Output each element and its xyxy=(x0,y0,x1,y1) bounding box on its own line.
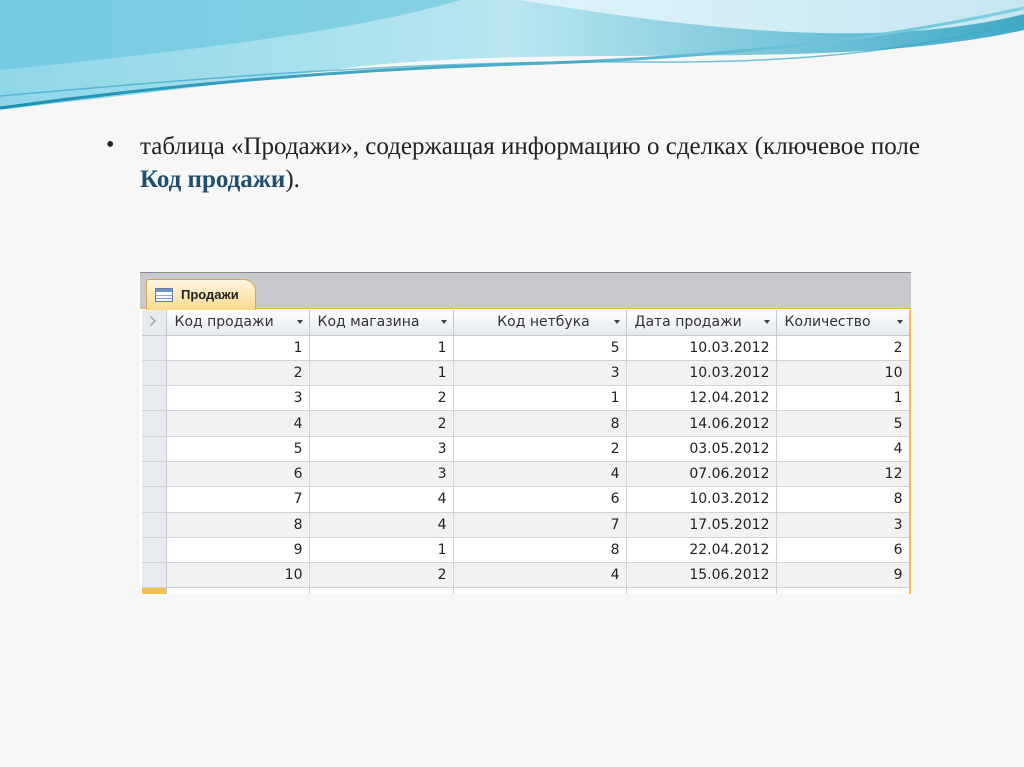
row-selector[interactable] xyxy=(142,461,166,486)
row-selector[interactable] xyxy=(142,563,166,588)
new-record-cell[interactable] xyxy=(453,588,626,594)
column-header-label: Код продажи xyxy=(174,314,274,331)
table-row[interactable] xyxy=(142,335,909,360)
row-selector[interactable] xyxy=(142,335,166,360)
table-cell[interactable]: 17.05.2012 xyxy=(626,512,776,537)
column-header-kolichestvo[interactable] xyxy=(776,310,909,335)
table-cell[interactable]: 1 xyxy=(453,386,626,411)
table-cell[interactable]: 4 xyxy=(776,436,909,461)
column-header-kod-prodazhi[interactable] xyxy=(166,310,309,335)
table-cell[interactable]: 1 xyxy=(309,335,453,360)
column-header-data-prodazhi[interactable] xyxy=(626,310,776,335)
table-cell[interactable]: 2 xyxy=(166,360,309,385)
table-cell[interactable]: 2 xyxy=(309,563,453,588)
table-row[interactable] xyxy=(142,411,909,436)
table-cell[interactable]: 15.06.2012 xyxy=(626,563,776,588)
table-cell[interactable]: 07.06.2012 xyxy=(626,461,776,486)
column-header-label: Код магазина xyxy=(317,314,420,331)
table-cell[interactable]: 1 xyxy=(776,386,909,411)
tab-prodazhi[interactable] xyxy=(146,279,256,310)
new-record-selector[interactable] xyxy=(142,588,166,594)
bullet-item xyxy=(106,130,966,196)
bullet-text xyxy=(140,130,966,196)
table-icon xyxy=(155,288,173,302)
dropdown-arrow-icon[interactable] xyxy=(441,320,447,324)
table-cell[interactable]: 12 xyxy=(776,461,909,486)
select-all-icon xyxy=(146,316,156,326)
table-cell[interactable]: 3 xyxy=(309,461,453,486)
grid-body xyxy=(142,335,909,594)
dropdown-arrow-icon[interactable] xyxy=(297,320,303,324)
new-record-cell[interactable] xyxy=(626,588,776,594)
table-row[interactable] xyxy=(142,461,909,486)
key-field-name: Код продажи xyxy=(140,166,286,193)
table-cell[interactable]: 4 xyxy=(453,563,626,588)
table-cell[interactable]: 8 xyxy=(776,487,909,512)
table-cell[interactable]: 8 xyxy=(453,537,626,562)
table-cell[interactable]: 10.03.2012 xyxy=(626,335,776,360)
table-cell[interactable]: 8 xyxy=(166,512,309,537)
table-cell[interactable]: 10 xyxy=(776,360,909,385)
row-selector[interactable] xyxy=(142,487,166,512)
column-header-kod-magazina[interactable] xyxy=(309,310,453,335)
table-cell[interactable]: 5 xyxy=(166,436,309,461)
new-record-cell[interactable] xyxy=(309,588,453,594)
table-cell[interactable]: 2 xyxy=(309,411,453,436)
row-selector[interactable] xyxy=(142,411,166,436)
grid-right-edge xyxy=(909,310,911,594)
table-row[interactable] xyxy=(142,487,909,512)
table-cell[interactable]: 7 xyxy=(453,512,626,537)
header-row xyxy=(142,310,909,335)
table-cell[interactable]: 1 xyxy=(309,537,453,562)
table-cell[interactable]: 12.04.2012 xyxy=(626,386,776,411)
table-cell[interactable]: 2 xyxy=(776,335,909,360)
table-cell[interactable]: 1 xyxy=(166,335,309,360)
table-row[interactable] xyxy=(142,512,909,537)
table-cell[interactable]: 22.04.2012 xyxy=(626,537,776,562)
bullet-text-after: ). xyxy=(285,166,300,193)
table-cell[interactable]: 1 xyxy=(309,360,453,385)
row-selector[interactable] xyxy=(142,537,166,562)
table-cell[interactable]: 10 xyxy=(166,563,309,588)
new-record-cell[interactable] xyxy=(166,588,309,594)
table-row[interactable] xyxy=(142,563,909,588)
table-cell[interactable]: 03.05.2012 xyxy=(626,436,776,461)
dropdown-arrow-icon[interactable] xyxy=(614,320,620,324)
column-header-label: Код нетбука xyxy=(497,314,590,331)
table-cell[interactable]: 3 xyxy=(776,512,909,537)
table-cell[interactable]: 4 xyxy=(453,461,626,486)
table-cell[interactable]: 2 xyxy=(309,386,453,411)
row-selector[interactable] xyxy=(142,512,166,537)
table-cell[interactable]: 6 xyxy=(166,461,309,486)
datasheet-grid xyxy=(142,310,910,594)
table-cell[interactable]: 4 xyxy=(166,411,309,436)
table-row[interactable] xyxy=(142,386,909,411)
dropdown-arrow-icon[interactable] xyxy=(764,320,770,324)
table-cell[interactable]: 3 xyxy=(309,436,453,461)
table-row[interactable] xyxy=(142,360,909,385)
table-cell[interactable]: 4 xyxy=(309,487,453,512)
row-selector[interactable] xyxy=(142,386,166,411)
access-table-window xyxy=(140,272,911,594)
table-row[interactable] xyxy=(142,436,909,461)
table-row[interactable] xyxy=(142,537,909,562)
table-cell[interactable]: 5 xyxy=(453,335,626,360)
table-cell[interactable]: 6 xyxy=(776,537,909,562)
table-cell[interactable]: 2 xyxy=(453,436,626,461)
table-cell[interactable]: 10.03.2012 xyxy=(626,487,776,512)
table-cell[interactable]: 7 xyxy=(166,487,309,512)
bullet-marker: • xyxy=(106,132,115,158)
column-header-label: Количество xyxy=(784,314,871,331)
row-selector[interactable] xyxy=(142,360,166,385)
table-cell[interactable]: 8 xyxy=(453,411,626,436)
table-cell[interactable]: 14.06.2012 xyxy=(626,411,776,436)
tab-label: Продажи xyxy=(181,287,239,302)
table-cell[interactable]: 5 xyxy=(776,411,909,436)
decorative-wave-header xyxy=(0,0,1024,140)
table-cell[interactable]: 4 xyxy=(309,512,453,537)
table-cell[interactable]: 3 xyxy=(453,360,626,385)
new-record-cell[interactable] xyxy=(776,588,909,594)
bullet-text-before: таблица «Продажи», содержащая информацию о сделках (ключевое поле xyxy=(140,133,920,160)
new-record-row[interactable] xyxy=(142,588,909,594)
select-all-corner[interactable] xyxy=(142,310,166,335)
column-header-kod-netbuka[interactable] xyxy=(453,310,626,335)
column-header-label: Дата продажи xyxy=(634,314,742,331)
table-cell[interactable]: 3 xyxy=(166,386,309,411)
table-cell[interactable]: 9 xyxy=(776,563,909,588)
table-cell[interactable]: 10.03.2012 xyxy=(626,360,776,385)
table-cell[interactable]: 9 xyxy=(166,537,309,562)
dropdown-arrow-icon[interactable] xyxy=(897,320,903,324)
row-selector[interactable] xyxy=(142,436,166,461)
object-tab-strip xyxy=(140,273,911,309)
table-cell[interactable]: 6 xyxy=(453,487,626,512)
